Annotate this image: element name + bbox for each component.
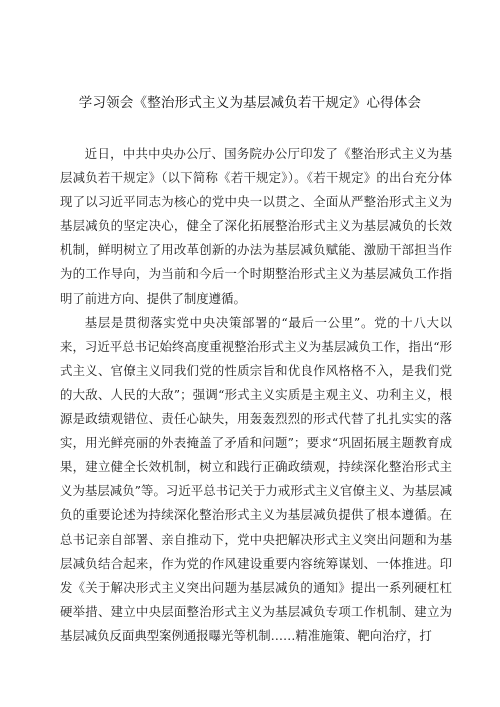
document-title: 学习领会《整治形式主义为基层减负若干规定》心得体会 — [78, 95, 422, 111]
paragraph-2: 基层是贯彻落实党中央决策部署的“最后一公里”。党的十八大以来，习近平总书记始终高度重视整治形式主义为基层减负工作，指出“形式主义、官僚主义同我们党的性质宗旨和优良作风格格不入，是我们党的大敌、人民的大敌”；强调“形式主义实质是主观主义、功利主义，根源是政绩观错位、责任心缺失，用轰轰烈烈的形式代替了扎扎实实的落实，用光鲜亮丽的外表掩盖了矛盾和问题”；要求“巩固拓展主题教育成果，建立健全长效机制，树立和践行正确政绩观，持续深化整治形式主义为基层减负”等。习近平总书记关于力戒形式主义官僚主义、为基层减负的重要论述为持续深化整治形式主义为基层减负提供了根本遵循。在总书记亲自部署、亲自推动下，党中央把解决形式主义突出问题和为基层减负结合起来，作为党的作风建设重要内容统筹谋划、一体推进。印发《关于解决形式主义突出问题为基层减负的通知》提出一系列硬杠杠硬举措、建立中央层面整治形式主义为基层减负专项工作机制、建立为基层减负反面典型案例通报曝光等机制……精准施策、靶向治疗，打 — [60, 314, 452, 643]
paragraph-1: 近日，中共中央办公厅、国务院办公厅印发了《整治形式主义为基层减负若干规定》（以下简称《若干规定》）。《若干规定》的出台充分体现了以习近平同志为核心的党中央一以贯之、全面从严整治形式主义为基层减负的坚定决心，健全了深化拓展整治形式主义为基层减负的长效机制，鲜明树立了用改革创新的办法为基层减负赋能、激励干部担当作为的工作导向，为当前和今后一个时期整治形式主义为基层减负工作指明了前进方向、提供了制度遵循。 — [60, 146, 452, 306]
document-body — [60, 142, 452, 648]
